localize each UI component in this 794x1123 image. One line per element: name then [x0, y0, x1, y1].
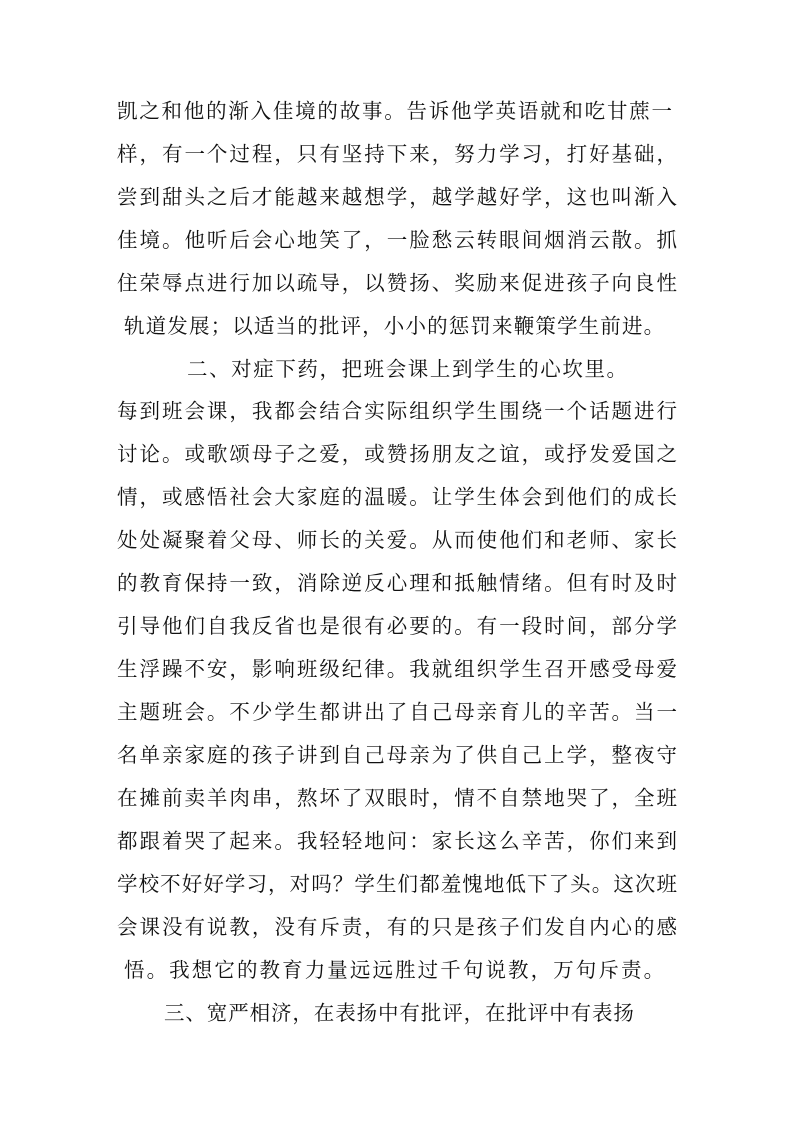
text-line: 都跟着哭了起来。我轻轻地问：家长这么辛苦，你们来到 — [117, 829, 679, 853]
section-heading: 二、对症下药，把班会课上到学生的心坎里。 — [187, 357, 629, 381]
text-line: 的教育保持一致，消除逆反心理和抵触情绪。但有时及时 — [117, 571, 679, 595]
text-line: 住荣辱点进行加以疏导，以赞扬、奖励来促进孩子向良性 — [117, 271, 679, 295]
text-line: 轨道发展；以适当的批评，小小的惩罚来鞭策学生前进。 — [124, 314, 666, 338]
text-line: 悟。我想它的教育力量远远胜过千句说教，万句斥责。 — [124, 958, 667, 982]
text-line: 主题班会。不少学生都讲出了自己母亲育儿的辛苦。当一 — [117, 700, 679, 724]
text-line: 学校不好好学习，对吗？学生们都羞愧地低下了头。这次班 — [117, 872, 679, 896]
text-line: 处处凝聚着父母、师长的关爱。从而使他们和老师、家长 — [117, 528, 679, 552]
text-line: 佳境。他听后会心地笑了，一脸愁云转眼间烟消云散。抓 — [117, 228, 679, 252]
section-heading: 三、宽严相济，在表扬中有批评，在批评中有表扬 — [164, 1001, 635, 1025]
text-line: 讨论。或歌颂母子之爱，或赞扬朋友之谊，或抒发爱国之 — [117, 442, 679, 466]
text-line: 情，或感悟社会大家庭的温暖。让学生体会到他们的成长 — [117, 485, 679, 509]
text-line: 会课没有说教，没有斥责，有的只是孩子们发自内心的感 — [117, 915, 679, 939]
text-line: 生浮躁不安，影响班级纪律。我就组织学生召开感受母爱 — [117, 657, 679, 681]
text-line: 在摊前卖羊肉串，熬坏了双眼时，情不自禁地哭了，全班 — [117, 786, 679, 810]
text-line: 凯之和他的渐入佳境的故事。告诉他学英语就和吃甘蔗一 — [117, 99, 674, 123]
text-line: 样，有一个过程，只有坚持下来，努力学习，打好基础， — [117, 142, 679, 166]
text-line: 尝到甜头之后才能越来越想学，越学越好学，这也叫渐入 — [117, 185, 679, 209]
text-line: 引导他们自我反省也是很有必要的。有一段时间，部分学 — [117, 614, 679, 638]
text-line: 每到班会课，我都会结合实际组织学生围绕一个话题进行 — [117, 399, 679, 423]
text-line: 名单亲家庭的孩子讲到自己母亲为了供自己上学，整夜守 — [117, 743, 679, 767]
